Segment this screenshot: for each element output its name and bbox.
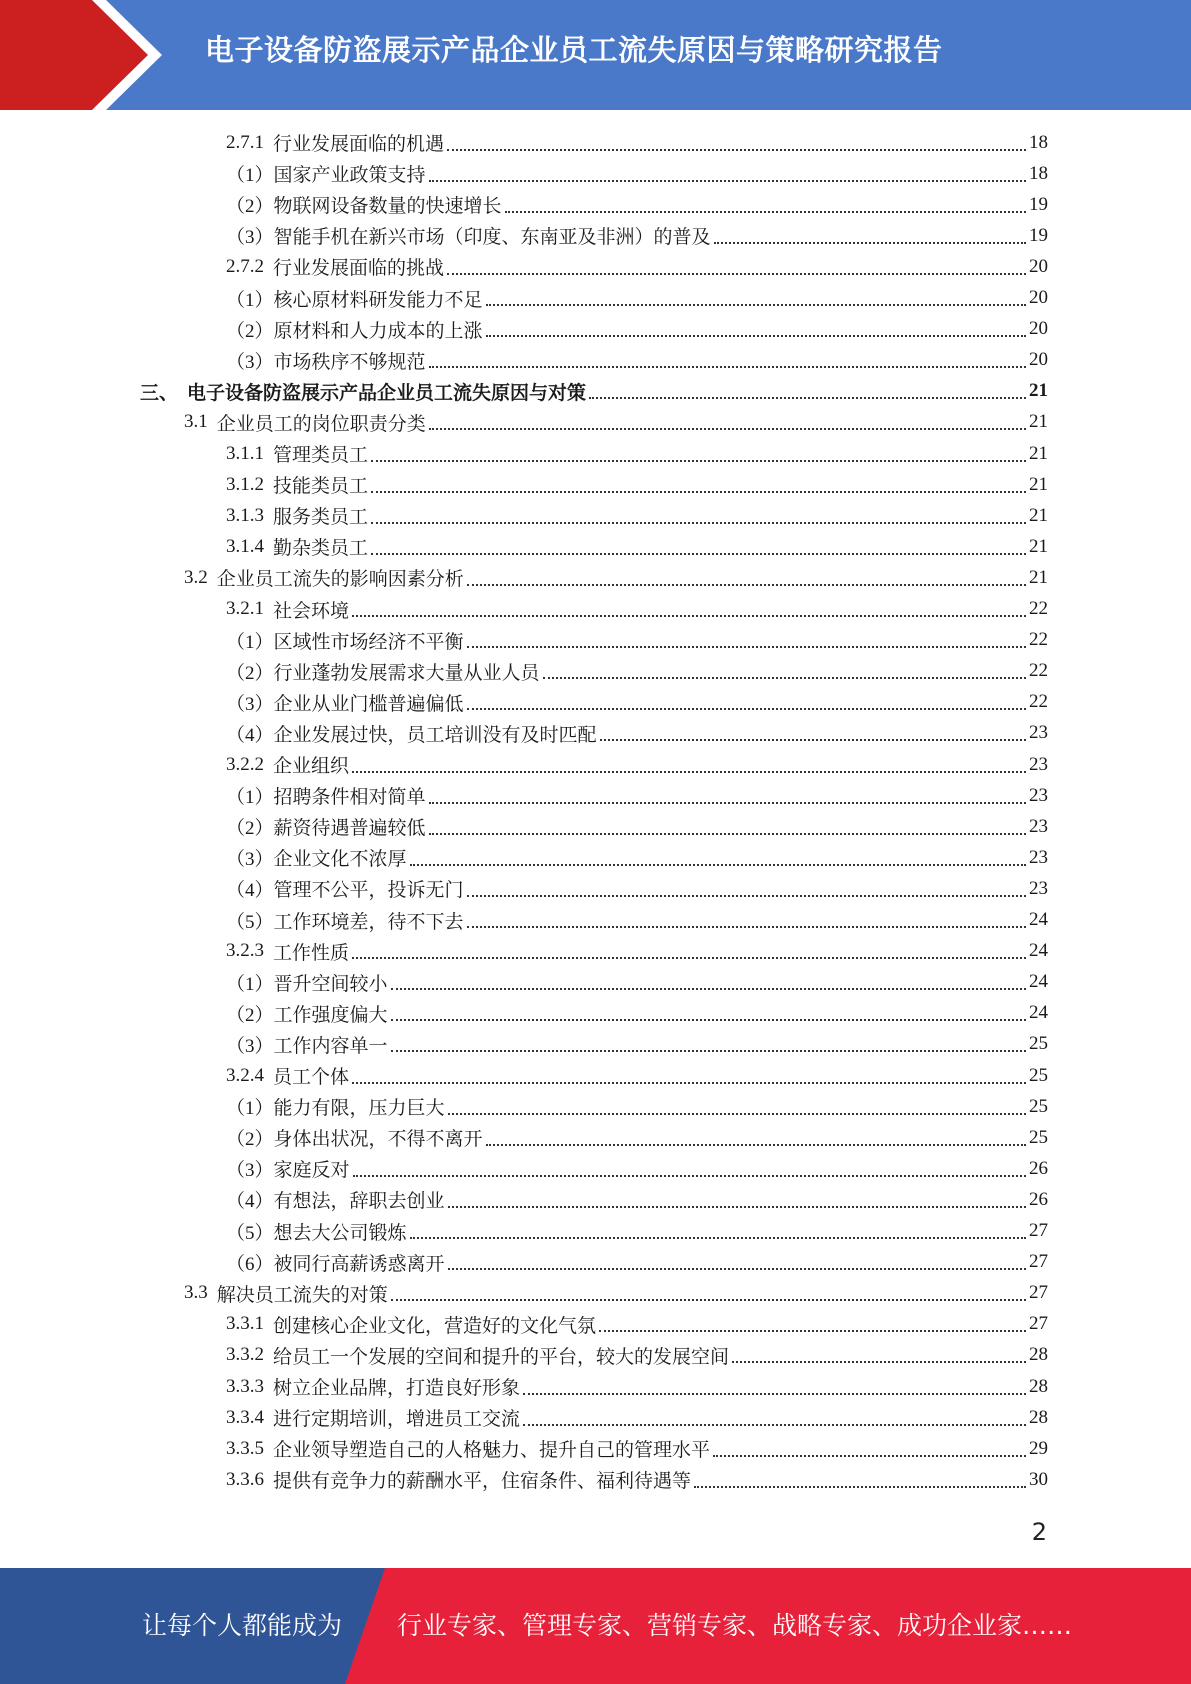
toc-entry-number: （3） [226, 693, 274, 715]
toc-dot-leader [353, 1175, 1026, 1177]
toc-entry-number: （1） [226, 1098, 274, 1120]
toc-entry-page: 24 [1029, 971, 1048, 993]
toc-entry-page: 19 [1029, 193, 1048, 215]
toc-entry-number: 3.3.4 [226, 1406, 264, 1428]
toc-entry[interactable] [226, 314, 1048, 345]
toc-entry[interactable] [226, 1184, 1048, 1215]
toc-entry[interactable] [226, 780, 1048, 811]
toc-dot-leader [371, 522, 1026, 524]
toc-entry-page: 27 [1029, 1313, 1048, 1335]
toc-entry-page: 20 [1029, 318, 1048, 340]
toc-entry-number: 3.2.3 [226, 940, 264, 962]
toc-entry[interactable] [226, 1464, 1048, 1495]
toc-dot-leader [371, 553, 1026, 555]
toc-entry[interactable] [226, 1309, 1048, 1340]
toc-entry-page: 24 [1029, 940, 1048, 962]
toc-dot-leader [467, 895, 1026, 897]
toc-entry-page: 22 [1029, 629, 1048, 651]
toc-entry-title: 家庭反对 [273, 1160, 350, 1182]
toc-entry-title: 树立企业品牌，打造良好形象 [273, 1378, 521, 1399]
toc-entry-number: （3） [226, 351, 274, 373]
toc-dot-leader [448, 1268, 1026, 1270]
toc-entry-title: 企业员工的岗位职责分类 [216, 413, 426, 435]
toc-dot-leader [447, 273, 1026, 275]
toc-entry[interactable] [226, 1153, 1048, 1184]
toc-entry-number: （6） [226, 1253, 274, 1275]
toc-entry[interactable] [226, 1091, 1048, 1122]
toc-entry-number: （4） [226, 1191, 274, 1213]
toc-entry-title: 身体出状况，不得不离开 [273, 1129, 483, 1151]
toc-dot-leader [600, 739, 1026, 741]
toc-entry-title: 行业发展面临的机遇 [273, 134, 445, 155]
toc-entry-number: 3.3.1 [226, 1313, 264, 1335]
toc-entry-page: 20 [1029, 287, 1048, 308]
toc-entry-number: 三、 [140, 382, 179, 404]
toc-entry-number: （2） [226, 196, 274, 218]
toc-entry-page: 25 [1029, 1095, 1048, 1117]
toc-entry-page: 30 [1029, 1468, 1048, 1490]
toc-dot-leader [486, 335, 1026, 337]
toc-dot-leader [448, 1113, 1026, 1115]
page-header [0, 0, 1191, 110]
toc-entry-page: 21 [1029, 380, 1048, 402]
document-title: 电子设备防盗展示产品企业员工流失原因与策略研究报告 [205, 33, 943, 67]
toc-entry-page: 29 [1029, 1437, 1048, 1459]
toc-entry-number: 3.2.1 [226, 598, 264, 619]
toc-entry-number: （3） [226, 227, 274, 249]
toc-entry-page: 28 [1029, 1406, 1048, 1428]
toc-entry[interactable] [226, 345, 1048, 376]
toc-entry-number: 3.1.4 [226, 535, 264, 557]
toc-entry-page: 21 [1029, 566, 1048, 588]
toc-dot-leader [352, 771, 1026, 773]
toc-entry-title: 管理类员工 [273, 445, 369, 466]
toc-entry-title: 企业组织 [273, 756, 350, 777]
toc-entry-page: 21 [1029, 504, 1048, 526]
toc-entry-number: （4） [226, 880, 274, 902]
footer-slogan-right: 行业专家、管理专家、营销专家、战略专家、成功企业家…… [397, 1611, 1073, 1640]
toc-entry-page: 18 [1029, 131, 1048, 153]
toc-entry-number: （3） [226, 1160, 274, 1182]
toc-entry[interactable] [226, 500, 1048, 531]
toc-dot-leader [732, 1361, 1026, 1363]
toc-entry[interactable] [184, 407, 1048, 438]
toc-dot-leader [429, 366, 1026, 368]
toc-entry-page: 26 [1029, 1157, 1048, 1179]
toc-dot-leader [391, 1050, 1026, 1052]
toc-entry-title: 区域性市场经济不平衡 [273, 631, 464, 653]
footer-slogan-left: 让每个人都能成为 [142, 1611, 343, 1640]
toc-entry-page: 25 [1029, 1126, 1048, 1148]
toc-entry-title: 国家产业政策支持 [273, 165, 426, 187]
toc-entry[interactable] [226, 469, 1048, 500]
toc-dot-leader [429, 180, 1026, 182]
toc-entry-title: 技能类员工 [273, 476, 369, 498]
toc-entry-page: 28 [1029, 1375, 1048, 1397]
toc-dot-leader [391, 988, 1026, 990]
toc-entry-page: 27 [1029, 1282, 1048, 1304]
toc-entry[interactable] [226, 967, 1048, 998]
toc-dot-leader [352, 1082, 1026, 1084]
toc-entry-page: 24 [1029, 909, 1048, 930]
toc-entry[interactable] [226, 1371, 1048, 1402]
toc-entry[interactable] [226, 283, 1048, 314]
toc-entry-title: 勤杂类员工 [273, 538, 369, 560]
toc-entry-title: 电子设备防盗展示产品企业员工流失原因与对策 [187, 382, 587, 404]
toc-dot-leader [713, 1455, 1026, 1457]
toc-entry-page: 23 [1029, 815, 1048, 837]
toc-dot-leader [410, 1237, 1026, 1239]
toc-entry-number: （2） [226, 320, 274, 342]
toc-entry[interactable] [226, 842, 1048, 873]
toc-entry-title: 管理不公平，投诉无门 [273, 880, 464, 902]
toc-entry[interactable] [226, 998, 1048, 1029]
toc-entry-number: 3.2.2 [226, 753, 264, 775]
toc-entry-title: 企业员工流失的影响因素分析 [216, 569, 464, 591]
toc-entry-number: （1） [226, 289, 274, 311]
toc-entry-number: （2） [226, 662, 274, 684]
toc-entry-page: 25 [1029, 1033, 1048, 1055]
toc-entry-title: 招聘条件相对简单 [273, 787, 426, 809]
toc-entry[interactable] [140, 376, 1048, 407]
toc-entry[interactable] [226, 718, 1048, 749]
toc-entry[interactable] [226, 1247, 1048, 1278]
toc-entry[interactable] [226, 656, 1048, 687]
toc-entry[interactable] [226, 905, 1048, 936]
toc-entry-number: （4） [226, 724, 274, 746]
toc-dot-leader [467, 646, 1026, 648]
toc-entry-title: 社会环境 [273, 600, 350, 622]
toc-dot-leader [352, 957, 1026, 959]
toc-entry[interactable] [226, 251, 1048, 282]
toc-entry-number: 3.3.2 [226, 1344, 264, 1366]
toc-entry-number: 3.3.5 [226, 1437, 264, 1459]
toc-dot-leader [429, 833, 1026, 835]
toc-entry-page: 21 [1029, 411, 1048, 433]
toc-entry-title: 提供有竞争力的薪酬水平，住宿条件、福利待遇等 [273, 1471, 692, 1493]
toc-entry-title: 工作强度偏大 [273, 1004, 388, 1026]
toc-entry-number: （1） [226, 165, 274, 187]
toc-entry-title: 工作性质 [273, 942, 350, 964]
toc-entry-title: 能力有限，压力巨大 [273, 1098, 445, 1120]
toc-entry-title: 有想法，辞职去创业 [273, 1191, 445, 1213]
toc-dot-leader [543, 677, 1026, 679]
toc-entry-page: 21 [1029, 473, 1048, 495]
toc-entry-title: 给员工一个发展的空间和提升的平台，较大的发展空间 [273, 1346, 730, 1368]
toc-entry-number: （2） [226, 818, 274, 840]
toc-entry-number: 3.1.2 [226, 473, 264, 495]
toc-entry-title: 被同行高薪诱惑离开 [273, 1253, 445, 1275]
toc-entry[interactable] [226, 438, 1048, 469]
toc-dot-leader [429, 802, 1026, 804]
toc-entry-page: 25 [1029, 1064, 1048, 1086]
toc-entry-number: 3.3.3 [226, 1375, 264, 1397]
toc-entry-page: 23 [1029, 784, 1048, 806]
toc-entry-title: 想去大公司锻炼 [273, 1222, 407, 1244]
toc-entry-number: 3.2 [184, 566, 208, 588]
toc-entry[interactable] [184, 562, 1048, 593]
toc-entry-title: 进行定期培训，增进员工交流 [273, 1409, 521, 1431]
toc-entry-title: 企业文化不浓厚 [273, 849, 407, 871]
toc-entry-number: 3.1.1 [226, 442, 264, 464]
toc-entry-title: 员工个体 [273, 1067, 350, 1088]
toc-dot-leader [505, 211, 1026, 213]
toc-entry-number: （3） [226, 1035, 274, 1057]
toc-dot-leader [467, 926, 1026, 928]
toc-entry-number: （1） [226, 787, 274, 809]
toc-entry[interactable] [226, 873, 1048, 904]
toc-entry-number: 3.1 [184, 411, 208, 433]
toc-dot-leader [486, 304, 1026, 306]
toc-dot-leader [486, 1144, 1026, 1146]
toc-entry[interactable] [226, 811, 1048, 842]
toc-entry[interactable] [226, 936, 1048, 967]
toc-entry-title: 企业从业门槛普遍偏低 [273, 693, 464, 715]
toc-entry-number: （1） [226, 973, 274, 995]
toc-entry[interactable] [226, 1340, 1048, 1371]
toc-entry[interactable] [226, 1060, 1048, 1091]
toc-entry-title: 企业发展过快，员工培训没有及时匹配 [273, 724, 597, 746]
toc-entry-number: 3.3 [184, 1282, 208, 1304]
page-number: 2 [1031, 1518, 1047, 1546]
toc-entry-title: 物联网设备数量的快速增长 [273, 196, 502, 218]
toc-entry-title: 原材料和人力成本的上涨 [273, 320, 483, 342]
toc-entry-title: 创建核心企业文化，营造好的文化气氛 [273, 1315, 597, 1337]
toc-entry[interactable] [226, 127, 1048, 158]
toc-dot-leader [589, 397, 1026, 399]
toc-dot-leader [599, 1330, 1026, 1332]
toc-dot-leader [447, 149, 1026, 151]
toc-entry-title: 晋升空间较小 [273, 973, 388, 995]
toc-entry-page: 26 [1029, 1188, 1048, 1210]
toc-entry-number: （2） [226, 1004, 274, 1026]
toc-entry-page: 28 [1029, 1344, 1048, 1366]
toc-entry-page: 23 [1029, 722, 1048, 744]
toc-entry-page: 23 [1029, 846, 1048, 868]
toc-entry-number: （5） [226, 911, 274, 933]
toc-entry-number: 3.2.4 [226, 1064, 264, 1086]
toc-dot-leader [391, 1019, 1026, 1021]
toc-entry[interactable] [226, 1029, 1048, 1060]
toc-entry[interactable] [226, 687, 1048, 718]
toc-dot-leader [371, 491, 1026, 493]
toc-entry[interactable] [226, 1216, 1048, 1247]
toc-entry[interactable] [226, 749, 1048, 780]
toc-entry-number: （1） [226, 631, 274, 653]
toc-entry[interactable] [226, 531, 1048, 562]
toc-dot-leader [352, 615, 1026, 617]
toc-entry-title: 核心原材料研发能力不足 [273, 289, 483, 311]
toc-entry-number: 2.7.2 [226, 255, 264, 277]
toc-entry-number: 3.3.6 [226, 1468, 264, 1490]
toc-entry-title: 智能手机在新兴市场（印度、东南亚及非洲）的普及 [273, 227, 711, 249]
toc-entry-page: 21 [1029, 442, 1048, 464]
toc-dot-leader [467, 708, 1026, 710]
toc-entry-page: 21 [1029, 535, 1048, 557]
toc-dot-leader [523, 1393, 1026, 1395]
toc-entry-number: 2.7.1 [226, 131, 264, 153]
toc-entry-page: 22 [1029, 598, 1048, 619]
toc-entry-number: （2） [226, 1129, 274, 1151]
toc-entry-page: 23 [1029, 753, 1048, 775]
toc-dot-leader [371, 460, 1026, 462]
toc-dot-leader [410, 864, 1026, 866]
toc-entry[interactable] [226, 220, 1048, 251]
toc-entry-page: 20 [1029, 349, 1048, 371]
toc-entry-page: 20 [1029, 255, 1048, 277]
toc-entry-title: 行业蓬勃发展需求大量从业人员 [273, 662, 540, 684]
toc-entry-number: （5） [226, 1222, 274, 1244]
toc-entry-page: 23 [1029, 877, 1048, 899]
toc-entry-title: 薪资待遇普遍较低 [273, 818, 426, 840]
toc-entry[interactable] [226, 1433, 1048, 1464]
toc-dot-leader [714, 242, 1026, 244]
toc-entry-page: 18 [1029, 162, 1048, 184]
toc-entry-title: 服务类员工 [273, 507, 369, 529]
toc-dot-leader [391, 1299, 1026, 1301]
toc-entry-page: 24 [1029, 1002, 1048, 1024]
toc-entry-page: 22 [1029, 660, 1048, 682]
toc-entry[interactable] [226, 1402, 1048, 1433]
toc-entry-title: 市场秩序不够规范 [273, 351, 426, 373]
toc-entry-page: 27 [1029, 1220, 1048, 1241]
toc-dot-leader [694, 1486, 1026, 1488]
toc-entry[interactable] [226, 594, 1048, 625]
toc-entry-title: 企业领导塑造自己的人格魅力、提升自己的管理水平 [273, 1440, 711, 1462]
toc-entry[interactable] [184, 1278, 1048, 1309]
toc-entry-number: （3） [226, 849, 274, 871]
toc-entry-title: 工作环境差，待不下去 [273, 911, 464, 933]
toc-entry[interactable] [226, 1122, 1048, 1153]
toc-dot-leader [429, 428, 1026, 430]
toc-entry-page: 19 [1029, 224, 1048, 246]
toc-dot-leader [467, 584, 1026, 586]
toc-entry[interactable] [226, 189, 1048, 220]
toc-dot-leader [523, 1424, 1026, 1426]
toc-entry[interactable] [226, 158, 1048, 189]
toc-entry-page: 27 [1029, 1251, 1048, 1273]
page-footer [0, 1568, 1191, 1684]
toc-entry-title: 工作内容单一 [273, 1035, 388, 1057]
toc-entry-title: 解决员工流失的对策 [216, 1284, 388, 1306]
toc-entry[interactable] [226, 625, 1048, 656]
toc-entry-title: 行业发展面临的挑战 [273, 258, 445, 280]
toc-dot-leader [448, 1206, 1026, 1208]
toc-entry-number: 3.1.3 [226, 504, 264, 526]
toc-entry-page: 22 [1029, 691, 1048, 713]
